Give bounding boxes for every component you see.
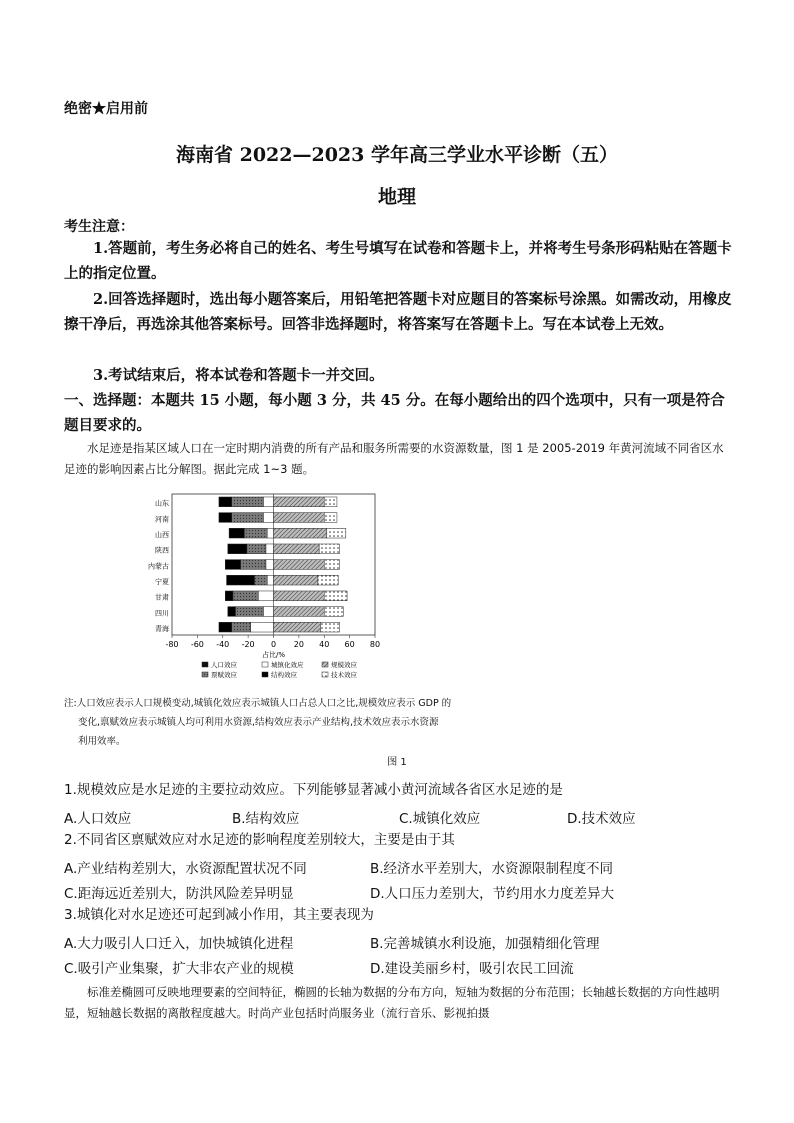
x-tick-label: -20 [241,640,255,649]
bar-segment [274,591,325,601]
notice-item-3: 3.考试结束后，将本试卷和答题卡一并交回。 [93,367,384,384]
bar-segment [263,497,273,507]
legend-swatch [322,662,328,667]
bar-segment [229,528,244,538]
chart-note [64,694,484,751]
q2-option-a[interactable]: A.产业结构差别大，水资源配置状况不同 [64,861,307,877]
legend-swatch [202,662,208,667]
bar-segment [233,591,258,601]
notice-heading: 考生注意： [64,219,134,235]
bar-segment [324,513,337,523]
bar-segment [225,560,240,570]
legend-label: 人口效应 [211,661,237,669]
bar-segment [324,497,337,507]
x-axis-label: 占比/% [261,651,286,659]
bar-segment [267,575,273,585]
intro-paragraph-1: 水足迹是指某区域人口在一定时期内消费的所有产品和服务所需要的水资源数量，图 1 是 2005-2019 年黄河流域不同省区水足迹的影响因素占比分解图。据此完成 1~3 题。 [64,441,724,476]
bar-segment [318,575,338,585]
q2-option-c[interactable]: C.距海远近差别大，防洪风险差异明显 [64,886,294,902]
category-label: 四川 [155,609,169,618]
bar-segment [274,575,318,585]
legend-label: 技术效应 [331,671,357,679]
bar-segment [232,513,264,523]
bar-segment [225,591,233,601]
bar-segment [235,607,263,617]
category-label: 宁夏 [155,578,169,587]
bar-segment [324,560,339,570]
bar-segment [320,622,339,632]
bar-segment [263,513,273,523]
legend-swatch [262,662,268,667]
q3-option-d[interactable]: D.建设美丽乡村，吸引农民工回流 [370,961,574,977]
bar-segment [274,528,327,538]
bar-segment [274,560,325,570]
q3-option-b[interactable]: B.完善城镇水利设施，加强精细化管理 [370,936,600,952]
notice-item-1: 1.答题前，考生务必将自己的姓名、考生号填写在试卷和答题卡上，并将考生号条形码粘贴在答题卡上的指定位置。 [64,240,732,282]
chart-note-line-3: 利用效率。 [78,736,126,747]
bar-segment [319,544,339,554]
q1-option-a[interactable]: A.人口效应 [64,811,132,827]
bar-segment [228,607,236,617]
bar-segment [274,607,325,617]
effects-bar-chart [140,490,410,690]
x-tick-label: -40 [216,640,230,649]
q2-option-b[interactable]: B.经济水平差别大，水资源限制程度不同 [370,861,614,877]
q2-option-d[interactable]: D.人口压力差别大，节约用水力度差异大 [370,886,615,902]
notice-item-2: 2.回答选择题时，选出每小题答案后，用铅笔把答题卡对应题目的答案标号涂黑。如需改动，用橡皮擦干净后，再选涂其他答案标号。回答非选择题时，将答案写在答题卡上。写在本试卷上无效。 [64,291,732,333]
exam-subject: 地理 [377,186,416,208]
bar-segment [274,544,320,554]
question-3-stem: 3.城镇化对水足迹还可起到减小作用，其主要表现为 [64,907,374,923]
bar-segment [267,528,273,538]
bar-segment [254,575,267,585]
bar-segment [263,607,273,617]
exam-title: 海南省 2022—2023 学年高三学业水平诊断（五） [176,144,618,166]
legend-label: 规模效应 [331,661,357,669]
q1-option-d[interactable]: D.技术效应 [567,811,636,827]
bar-segment [241,560,266,570]
bar-segment [227,575,255,585]
bar-segment [232,622,251,632]
bar-segment [247,544,266,554]
category-label: 青海 [155,625,169,634]
bar-segment [266,544,274,554]
bar-segment [219,513,232,523]
bar-segment [274,622,321,632]
legend-swatch [202,672,208,677]
bar-segment [258,591,273,601]
x-tick-label: 80 [369,640,381,649]
x-tick-label: 0 [270,640,277,649]
bar-segment [219,497,232,507]
legend-label: 城镇化效应 [271,661,304,669]
legend-swatch [322,672,328,677]
bar-segment [266,560,274,570]
q3-option-a[interactable]: A.大力吸引人口迁入，加快城镇化进程 [64,936,294,952]
x-tick-label: 60 [344,640,355,649]
bar-segment [251,622,274,632]
figure-caption: 图 1 [387,757,407,768]
bar-segment [274,497,325,507]
bar-segment [324,591,347,601]
section-heading: 一、选择题：本题共 15 小题，每小题 3 分，共 45 分。在每小题给出的四个选项中，只有一项是符合题目要求的。 [64,392,725,434]
x-tick-label: 40 [319,640,330,649]
x-tick-label: -80 [165,640,179,649]
question-1-stem: 1.规模效应是水足迹的主要拉动效应。下列能够显著减小黄河流域各省区水足迹的是 [64,782,563,798]
category-label: 内蒙古 [148,562,169,571]
category-label: 陕西 [155,546,169,555]
legend-label: 票赋效应 [211,671,237,679]
q1-option-c[interactable]: C.城镇化效应 [399,811,481,827]
q1-option-b[interactable]: B.结构效应 [232,811,300,827]
chart-note-line-1: 注:人口效应表示人口规模变动,城镇化效应表示城镇人口占总人口之比,规模效应表示 GDP 的 [64,698,452,709]
category-label: 河南 [155,515,169,524]
x-tick-label: 20 [293,640,304,649]
legend-swatch [262,672,268,677]
confidential-mark: 绝密★启用前 [64,101,148,117]
bar-segment [244,528,267,538]
question-2-stem: 2.不同省区禀赋效应对水足迹的影响程度差别较大，主要是由于其 [64,832,455,848]
q3-option-c[interactable]: C.吸引产业集聚，扩大非农产业的规模 [64,961,294,977]
x-tick-label: -60 [190,640,204,649]
bar-segment [327,528,346,538]
bar-segment [219,622,232,632]
legend-label: 结构效应 [271,671,297,679]
bar-segment [324,607,343,617]
intro-paragraph-2: 标准差椭圆可反映地理要素的空间特征，椭圆的长轴为数据的分布方向，短轴为数据的分布范围；长轴越长数据的方向性越明显，短轴越长数据的离散程度越大。时尚产业包括时尚服务业（流行音乐、影视拍摄 [64,985,720,1020]
chart-note-line-2: 变化,禀赋效应表示城镇人均可利用水资源,结构效应表示产业结构,技术效应表示水资源 [78,717,439,728]
bar-segment [232,497,264,507]
bar-segment [274,513,325,523]
bar-segment [228,544,247,554]
category-label: 甘肃 [155,593,169,602]
category-label: 山西 [155,531,169,540]
category-label: 山东 [155,499,169,508]
